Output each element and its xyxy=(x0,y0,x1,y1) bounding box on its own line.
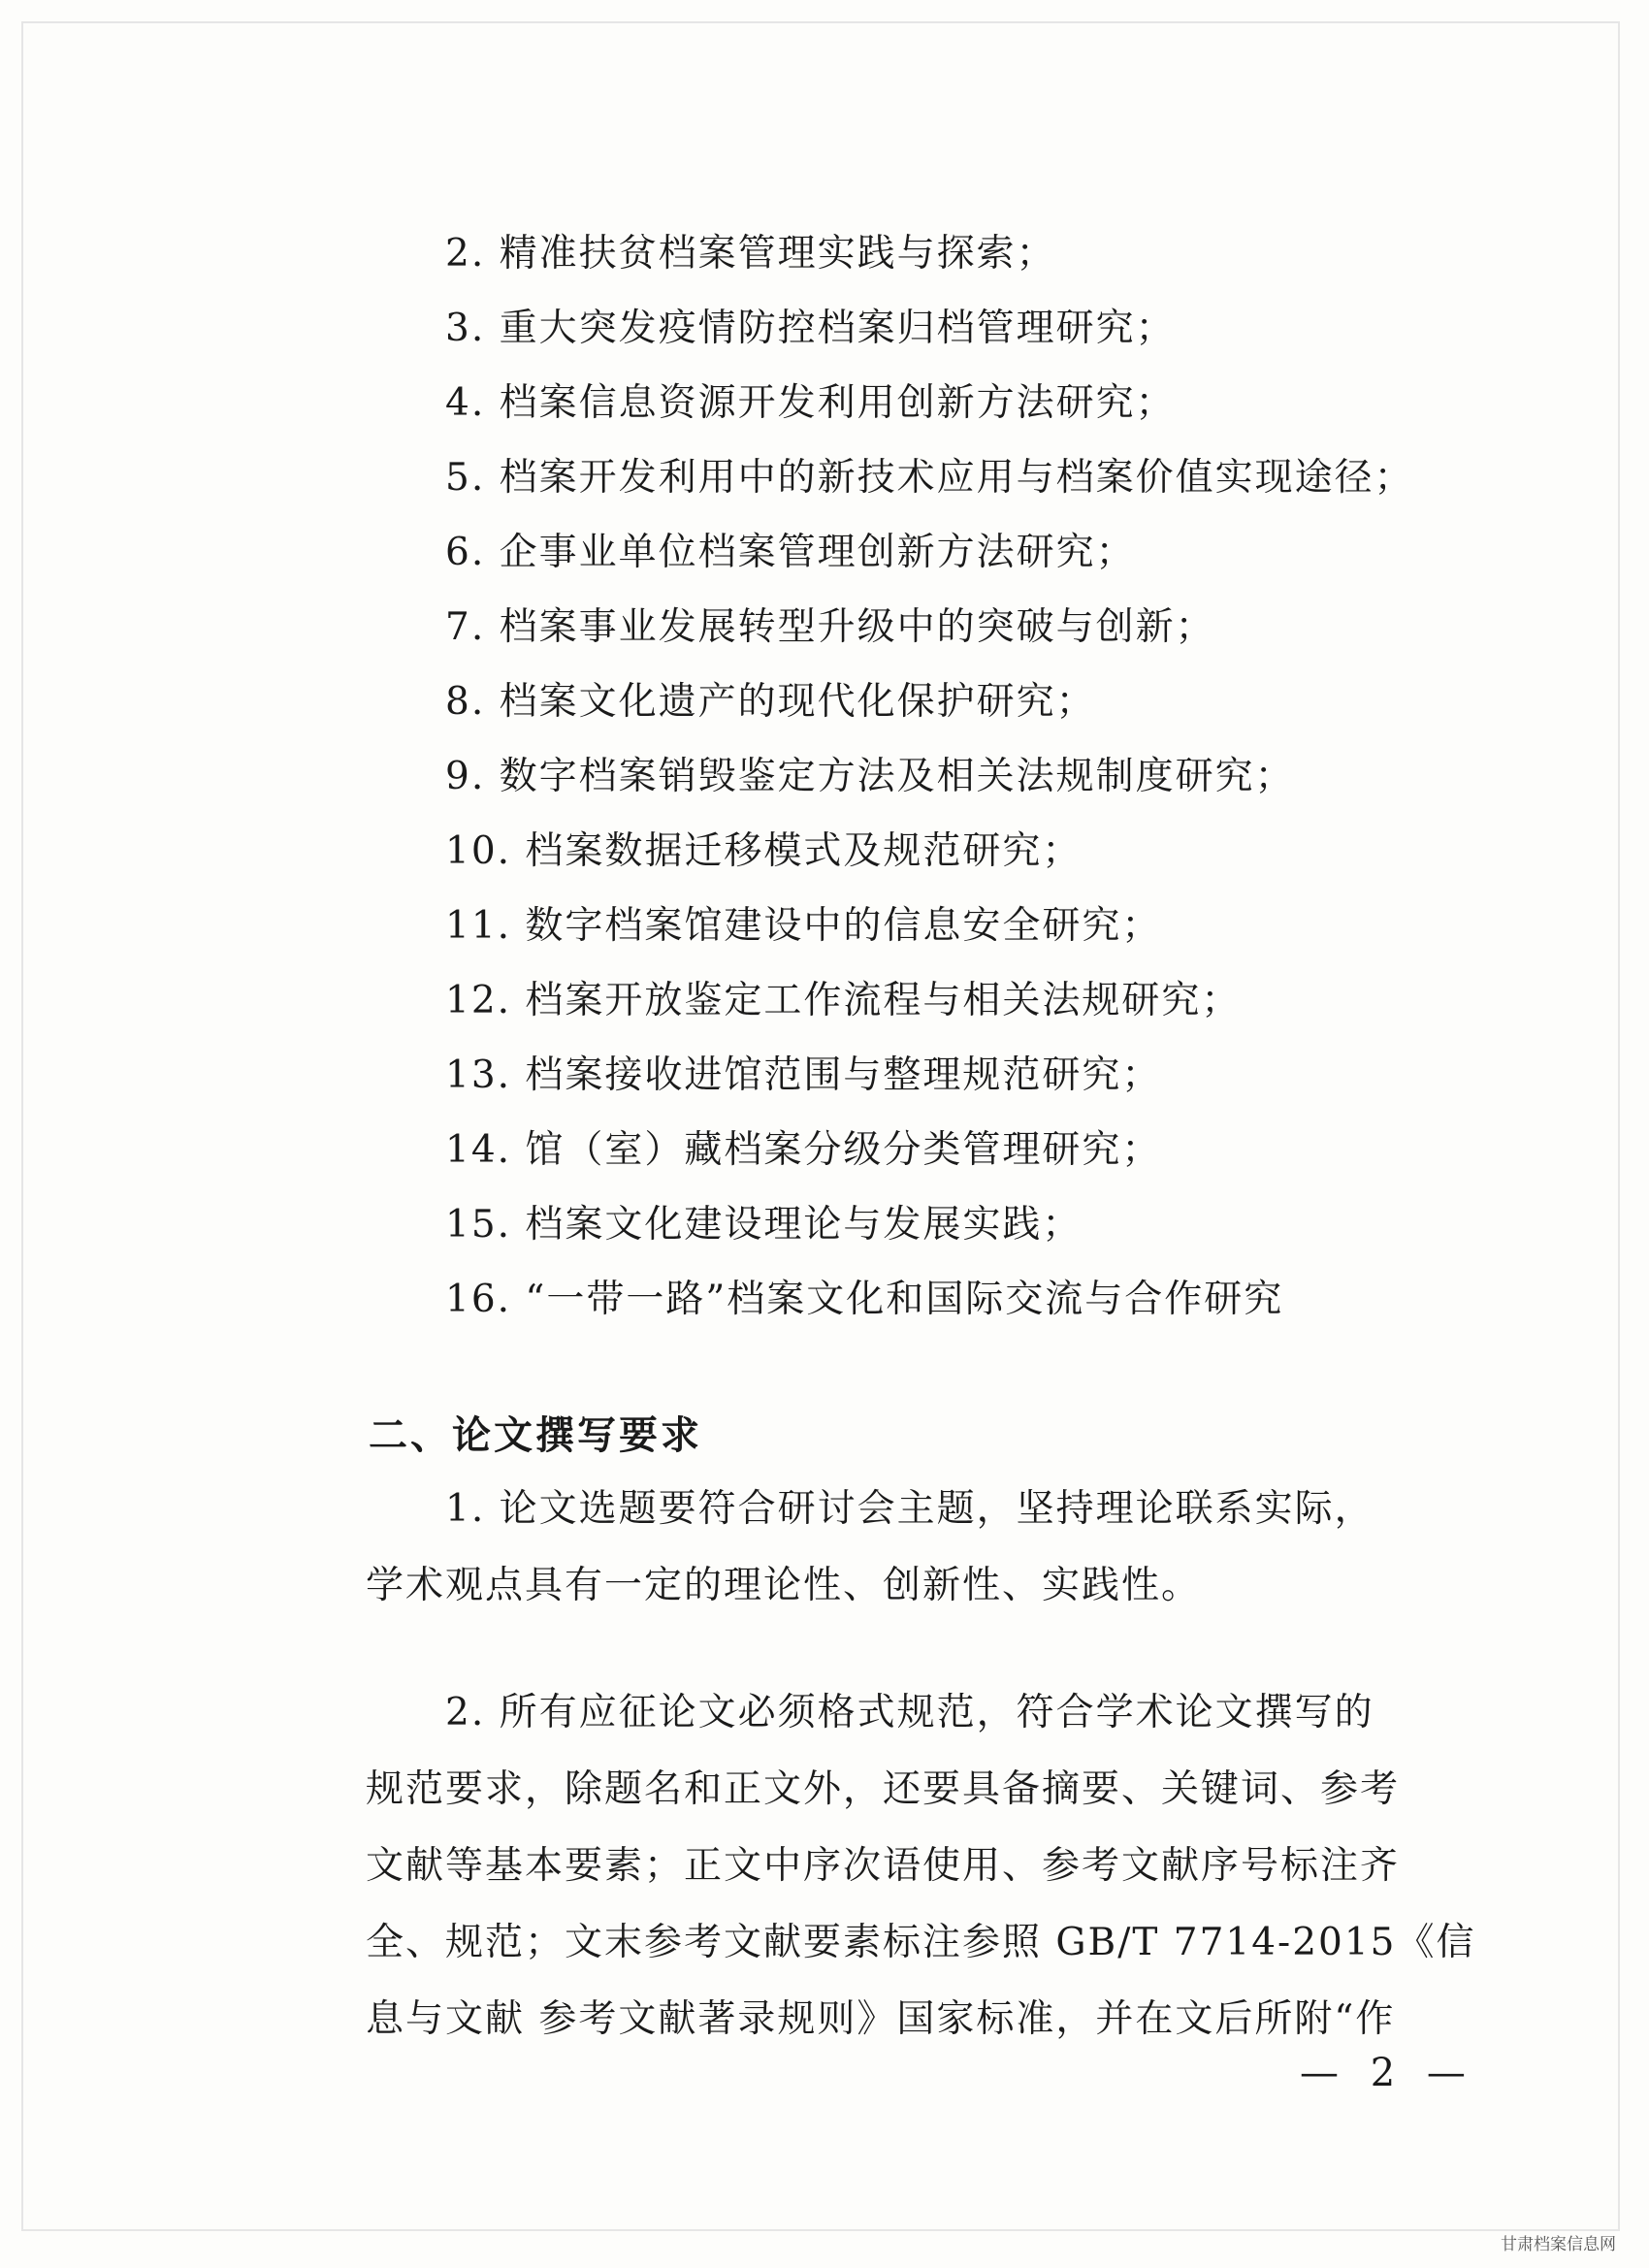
list-item: 14. 馆（室）藏档案分级分类管理研究； xyxy=(445,1128,1162,1172)
paragraph-line: 规范要求，除题名和正文外，还要具备摘要、关键词、参考 xyxy=(366,1767,1401,1811)
page-number: — 2 — xyxy=(1300,2051,1475,2095)
list-item: 3. 重大突发疫情防控档案归档管理研究； xyxy=(445,307,1176,350)
topic-list xyxy=(445,229,1512,1349)
list-item: 6. 企事业单位档案管理创新方法研究； xyxy=(445,531,1136,574)
section-heading: 二、论文撰写要求 xyxy=(369,1413,702,1458)
list-item: 15. 档案文化建设理论与发展实践； xyxy=(445,1203,1083,1247)
paragraph-line: 2. 所有应征论文必须格式规范，符合学术论文撰写的 xyxy=(445,1691,1374,1734)
list-item: 12. 档案开放鉴定工作流程与相关法规研究； xyxy=(445,979,1242,1022)
paragraph-line: 全、规范；文末参考文献要素标注参照 GB/T 7714-2015《信 xyxy=(366,1921,1476,1964)
list-item: 8. 档案文化遗产的现代化保护研究； xyxy=(445,680,1096,724)
list-item: 4. 档案信息资源开发利用创新方法研究； xyxy=(445,381,1176,425)
paragraph-line: 文献等基本要素；正文中序次语使用、参考文献序号标注齐 xyxy=(366,1844,1401,1888)
list-item: 9. 数字档案销毁鉴定方法及相关法规制度研究； xyxy=(445,755,1295,798)
list-item: 16. “一带一路”档案文化和国际交流与合作研究 xyxy=(445,1278,1284,1321)
paragraph-line: 1. 论文选题要符合研讨会主题，坚持理论联系实际， xyxy=(445,1487,1374,1531)
list-item: 2. 精准扶贫档案管理实践与探索； xyxy=(445,232,1056,275)
list-item: 13. 档案接收进馆范围与整理规范研究； xyxy=(445,1053,1162,1097)
paragraph-topic-requirements xyxy=(366,1471,1481,1624)
list-item: 10. 档案数据迁移模式及规范研究； xyxy=(445,829,1083,873)
list-item: 7. 档案事业发展转型升级中的突破与创新； xyxy=(445,605,1215,649)
paragraph-format-requirements xyxy=(366,1674,1481,2057)
paragraph-line: 学术观点具有一定的理论性、创新性、实践性。 xyxy=(366,1564,1202,1607)
watermark-text: 甘肃档案信息网 xyxy=(1501,2235,1616,2254)
paragraph-line: 息与文献 参考文献著录规则》国家标准，并在文后所附“作 xyxy=(366,1997,1396,2041)
list-item: 11. 数字档案馆建设中的信息安全研究； xyxy=(445,904,1162,948)
list-item: 5. 档案开发利用中的新技术应用与档案价值实现途径； xyxy=(445,456,1414,500)
